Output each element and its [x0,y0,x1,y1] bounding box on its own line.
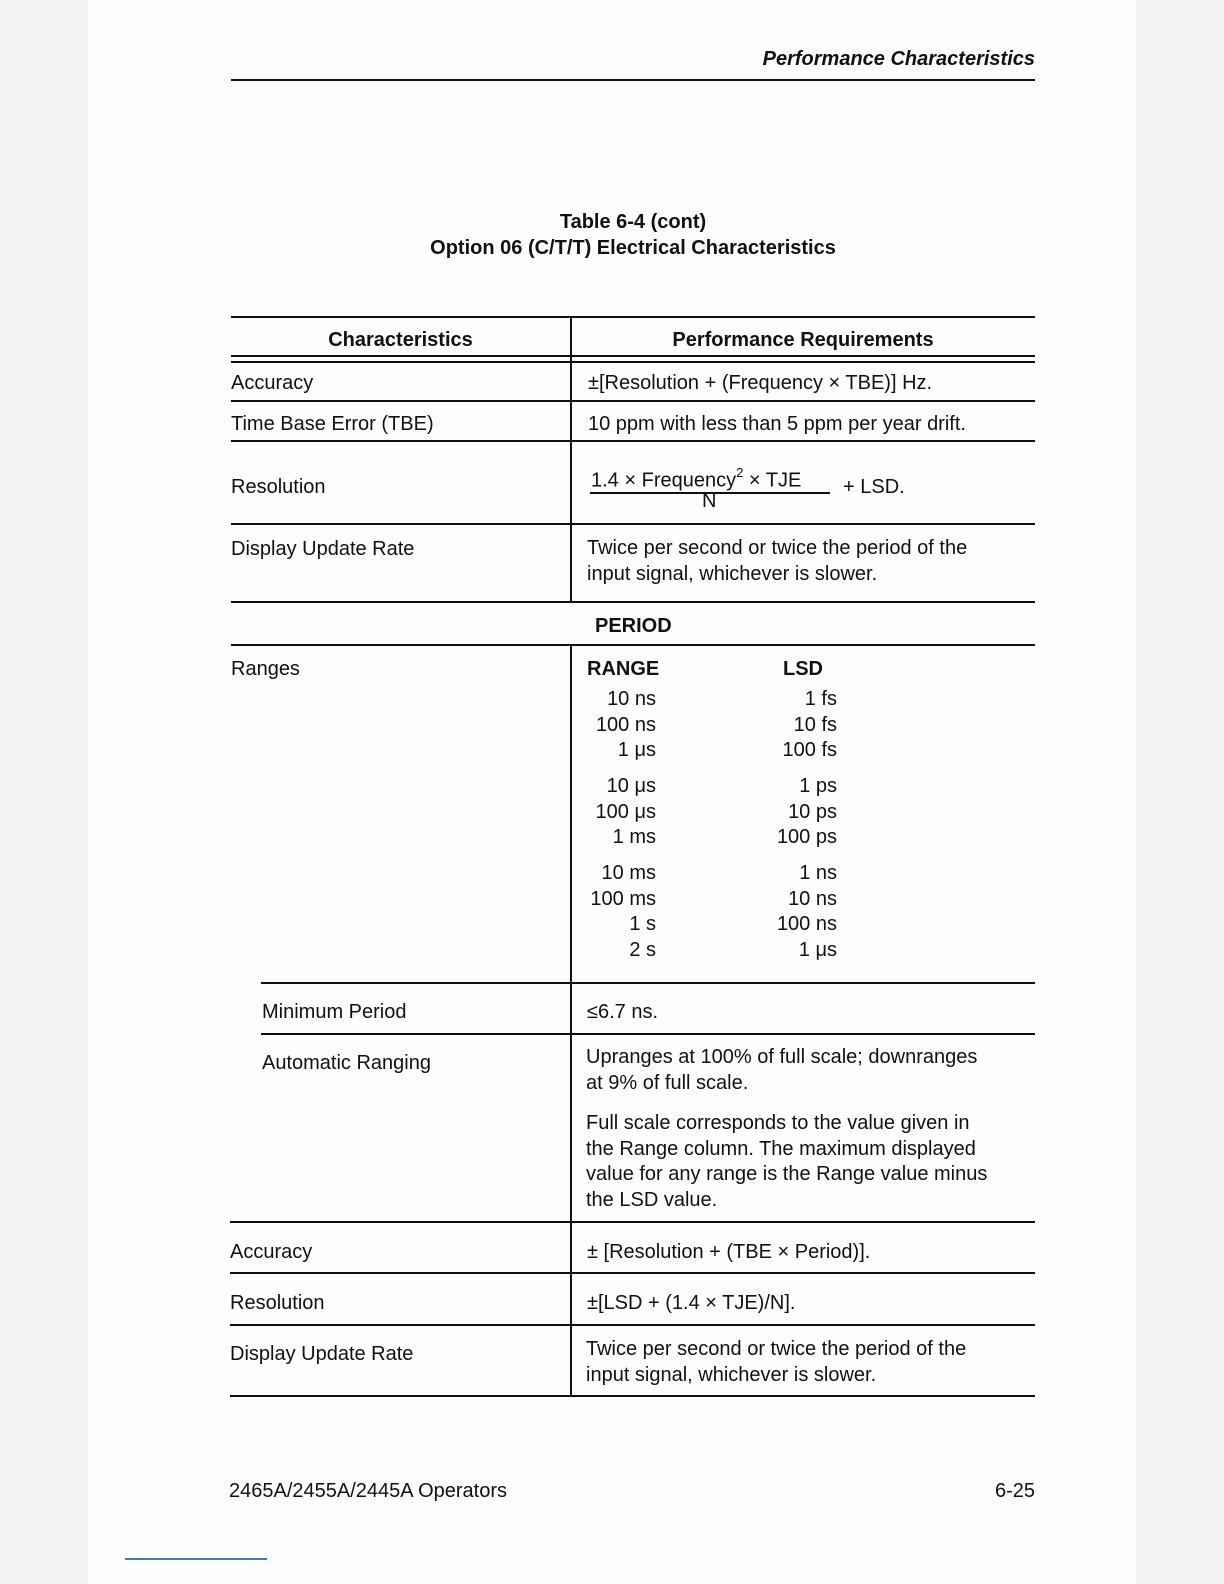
lsd-value: 10 ns [788,887,837,910]
row-rule [231,440,1035,442]
row-rule [230,1272,1035,1274]
range-value: 1 μs [617,739,656,761]
lsd-value: 10 ps [788,800,837,823]
lsd-value: 1 ns [799,862,837,884]
row-rule [231,601,1035,603]
lsd-group-3 [740,861,837,963]
display-update-value: Twice per second or twice the period of the input signal, whichever is slower. [587,537,968,585]
auto-ranging-para-2: Full scale corresponds to the value given in the Range column. The maximum displayed value for any range is the Range value minus the LSD value. [586,1112,988,1211]
range-value: 100 μs [595,800,656,823]
resolution-formula-denominator: N [702,490,717,512]
period-accuracy-label: Accuracy [230,1241,313,1263]
header-rule [231,79,1035,81]
lsd-value: 100 ns [776,913,837,935]
minimum-period-value: ≤6.7 ns. [587,1001,659,1023]
lsd-value: 1 fs [804,688,837,710]
link-underline [125,1558,267,1560]
range-group-2 [560,774,656,851]
lsd-column-header: LSD [783,658,823,680]
lsd-value: 100 fs [782,739,837,761]
row-rule [230,1221,1035,1223]
row-rule [230,1324,1035,1326]
column-divider [570,316,572,601]
period-section-title: PERIOD [595,615,672,637]
range-group-3 [560,861,656,963]
row-rule [231,400,1035,402]
ranges-label: Ranges [231,658,300,680]
row-rule [231,644,1035,646]
period-display-update-value: Twice per second or twice the period of the input signal, whichever is slower. [586,1338,967,1386]
header-rule-upper [231,355,1035,357]
page-margin-right [1136,0,1224,1584]
period-display-update-label: Display Update Rate [230,1343,414,1365]
row-rule [261,982,1035,984]
period-accuracy-value: ± [Resolution + (TBE × Period)]. [587,1241,871,1263]
range-value: 10 ms [601,862,656,884]
lsd-group-1 [740,687,837,764]
resolution-label: Resolution [231,476,326,498]
table-top-rule [231,316,1035,318]
header-rule-lower [231,361,1035,363]
page-margin-left [0,0,88,1584]
range-value: 10 ns [607,688,656,710]
lsd-value: 1 μs [798,938,837,961]
lsd-value: 1 ps [799,775,837,797]
range-value: 2 s [629,938,656,961]
minimum-period-label: Minimum Period [262,1001,407,1023]
range-value: 100 ms [590,887,656,910]
footer-page-number: 6-25 [994,1480,1035,1502]
accuracy-value: ±[Resolution + (Frequency × TBE)] Hz. [588,372,933,394]
footer-manual-title: 2465A/2455A/2445A Operators [229,1480,507,1502]
range-group-1 [560,687,656,764]
table-number: Table 6-4 (cont) [559,211,707,233]
column-header-requirements: Performance Requirements [672,329,934,351]
range-value: 100 ns [595,713,656,736]
tbe-label: Time Base Error (TBE) [231,413,434,435]
row-rule [261,1033,1035,1035]
auto-ranging-label: Automatic Ranging [262,1052,431,1074]
period-resolution-label: Resolution [230,1292,325,1314]
auto-ranging-para-1: Upranges at 100% of full scale; downranges at 9% of full scale. [586,1046,978,1094]
range-value: 1 s [629,913,656,935]
period-resolution-value: ±[LSD + (1.4 × TJE)/N]. [587,1292,796,1314]
running-head: Performance Characteristics [762,48,1035,70]
range-value: 1 ms [612,826,656,848]
row-rule [231,523,1035,525]
display-update-label: Display Update Rate [231,538,415,560]
resolution-formula-tail: + LSD. [843,476,905,498]
table-bottom-rule [230,1395,1035,1397]
accuracy-label: Accuracy [231,372,314,394]
range-value: 10 μs [606,775,656,797]
lsd-value: 100 ps [776,826,837,848]
column-header-characteristics: Characteristics [328,329,473,351]
table-title: Option 06 (C/T/T) Electrical Characteristics [430,237,836,259]
range-column-header: RANGE [587,658,660,680]
lsd-value: 10 fs [793,713,837,736]
resolution-formula-numerator: 1.4 × Frequency$^2$ × TJE [591,465,802,492]
lsd-group-2 [740,774,837,851]
tbe-value: 10 ppm with less than 5 ppm per year drift. [588,413,966,435]
